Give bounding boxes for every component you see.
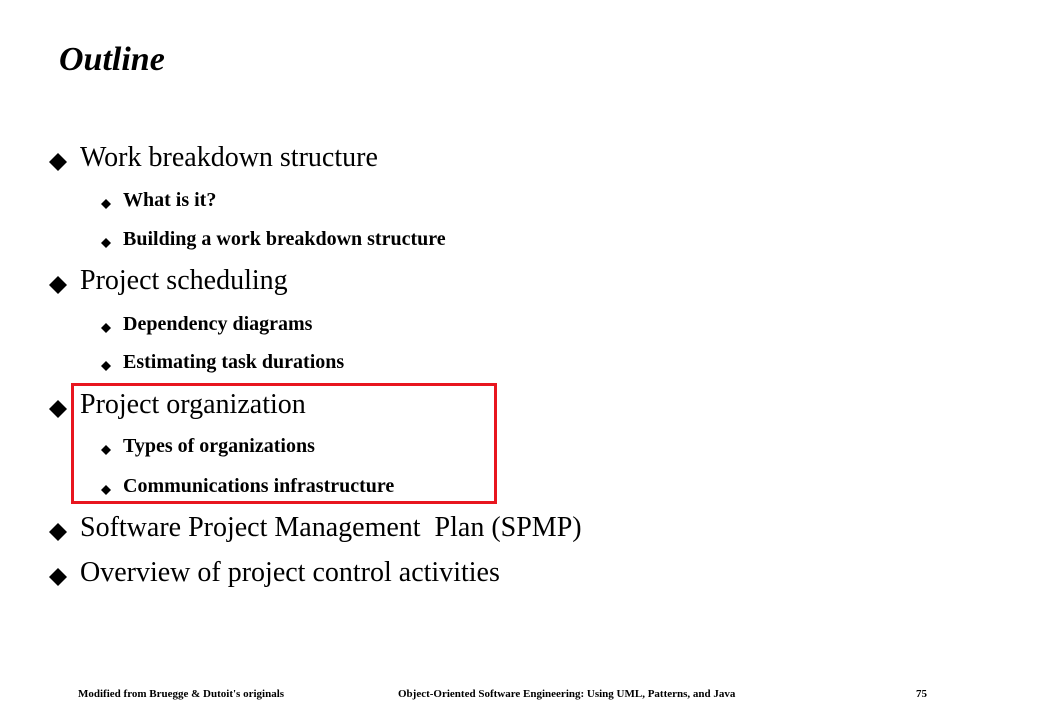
diamond-bullet-icon [48,563,68,583]
bullet-text: Project scheduling [80,265,288,296]
diamond-bullet-icon [48,395,68,415]
bullet-text: Project organization [80,389,306,420]
sub-bullet-text: Communications infrastructure [123,475,395,497]
sub-bullet-text: Dependency diagrams [123,313,313,335]
diamond-bullet-icon [48,271,68,291]
footer-attribution: Modified from Bruegge & Dutoit's originals [78,688,285,700]
diamond-bullet-icon [48,518,68,538]
small-diamond-bullet-icon [99,193,113,207]
small-diamond-bullet-icon [99,232,113,246]
sub-bullet-text: Building a work breakdown structure [123,228,446,250]
page-number: 75 [916,688,927,700]
small-diamond-bullet-icon [99,317,113,331]
footer-course-title: Object-Oriented Software Engineering: Using UML, Patterns, and Java [398,688,736,700]
sub-bullet-text: Types of organizations [123,435,315,457]
highlight-box [71,383,497,504]
diamond-bullet-icon [48,148,68,168]
slide-title: Outline [59,41,165,78]
sub-bullet-text: Estimating task durations [123,351,345,373]
bullet-text: Work breakdown structure [80,142,378,173]
bullet-text: Overview of project control activities [80,557,500,588]
bullet-text: Software Project Management Plan (SPMP) [80,512,582,543]
sub-bullet-text: What is it? [123,189,217,211]
small-diamond-bullet-icon [99,355,113,369]
